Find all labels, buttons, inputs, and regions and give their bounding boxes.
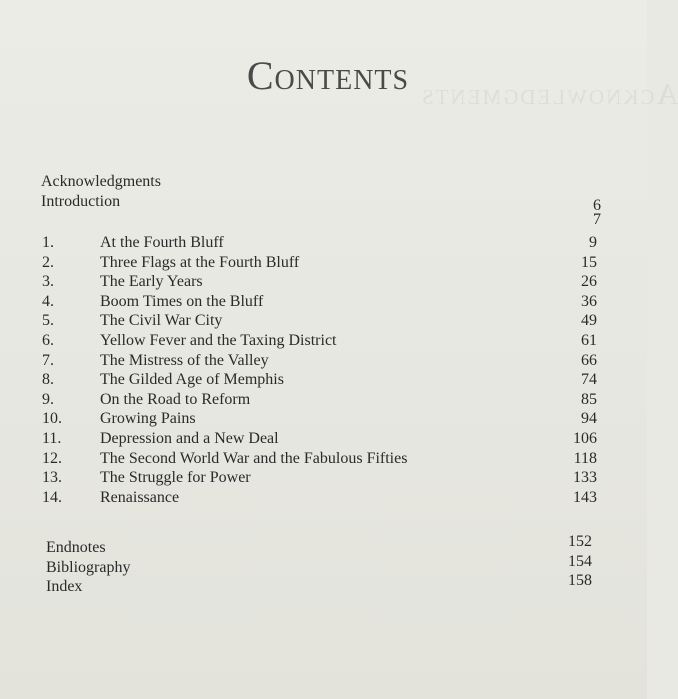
chapter-title: The Gilded Age of Memphis — [100, 371, 284, 389]
chapter-number: 7. — [42, 351, 54, 369]
entry-label: Introduction — [41, 193, 121, 210]
entry-label: Endnotes — [46, 539, 106, 556]
chapter-title: Yellow Fever and the Taxing District — [100, 331, 337, 349]
chapter-title: The Early Years — [100, 273, 203, 291]
toc-entry — [42, 371, 597, 391]
chapter-list — [42, 234, 597, 508]
chapter-page: 106 — [573, 429, 597, 447]
chapter-number: 1. — [42, 234, 54, 251]
toc-entry — [42, 254, 597, 274]
entry-label: Bibliography — [46, 558, 131, 576]
toc-entry — [46, 552, 592, 579]
chapter-title: The Mistress of the Valley — [100, 351, 269, 369]
chapter-title: At the Fourth Bluff — [100, 234, 224, 251]
page-title: Contents — [246, 53, 410, 98]
toc-entry — [42, 352, 597, 372]
back-matter-list — [46, 533, 592, 598]
toc-entry — [42, 489, 597, 509]
chapter-title: On the Road to Reform — [100, 390, 251, 408]
chapter-number: 3. — [42, 273, 54, 291]
toc-entry — [42, 391, 597, 411]
entry-page: 152 — [568, 533, 592, 550]
toc-entry — [42, 430, 597, 450]
chapter-title: Growing Pains — [100, 410, 196, 428]
toc-entry — [42, 273, 597, 293]
chapter-page: 15 — [581, 253, 597, 271]
toc-entry — [41, 193, 601, 213]
toc-entry — [42, 234, 597, 254]
chapter-page: 143 — [573, 488, 597, 506]
entry-page: 7 — [593, 211, 601, 228]
chapter-number: 11. — [42, 429, 62, 447]
chapter-title: The Civil War City — [100, 312, 223, 330]
chapter-title: Depression and a New Deal — [100, 429, 279, 447]
chapter-number: 6. — [42, 331, 54, 349]
entry-page: 154 — [568, 552, 592, 570]
chapter-title: Boom Times on the Bluff — [100, 292, 264, 310]
chapter-page: 118 — [573, 449, 597, 467]
toc-entry — [42, 332, 597, 352]
chapter-page: 133 — [573, 469, 597, 487]
entry-label: Acknowledgments — [41, 173, 161, 190]
chapter-title: Renaissance — [100, 488, 180, 506]
chapter-number: 2. — [42, 253, 54, 271]
chapter-page: 85 — [581, 390, 597, 408]
entry-page: 158 — [568, 572, 592, 590]
toc-entry — [41, 213, 601, 233]
chapter-title: Three Flags at the Fourth Bluff — [100, 253, 300, 271]
chapter-number: 12. — [42, 449, 62, 467]
chapter-page: 94 — [581, 410, 597, 428]
chapter-title: The Second World War and the Fabulous Fifties — [100, 449, 408, 467]
chapter-number: 10. — [42, 410, 62, 428]
toc-entry — [42, 450, 597, 470]
chapter-page: 26 — [581, 273, 597, 291]
chapter-number: 4. — [42, 292, 54, 310]
toc-entry — [46, 572, 592, 598]
toc-entry — [42, 469, 597, 489]
toc-entry — [46, 533, 592, 559]
chapter-page: 36 — [581, 292, 597, 310]
chapter-page: 9 — [589, 234, 597, 251]
chapter-number: 5. — [42, 312, 54, 330]
chapter-number: 14. — [42, 488, 62, 506]
chapter-title: The Struggle for Power — [100, 469, 251, 487]
chapter-page: 61 — [581, 331, 597, 349]
chapter-page: 74 — [581, 371, 597, 389]
chapter-number: 13. — [42, 469, 62, 487]
entry-page: 6 — [593, 197, 601, 214]
toc-entry — [41, 173, 601, 193]
toc-entry — [42, 410, 597, 430]
toc-entry — [42, 312, 597, 332]
toc-entry — [42, 293, 597, 313]
chapter-number: 9. — [42, 390, 54, 408]
bleed-through-text: Acknowledgments — [420, 78, 678, 111]
entry-label: Index — [46, 578, 83, 596]
chapter-page: 66 — [581, 351, 597, 369]
chapter-page: 49 — [581, 312, 597, 330]
front-matter-list — [41, 173, 601, 233]
chapter-number: 8. — [42, 371, 54, 389]
